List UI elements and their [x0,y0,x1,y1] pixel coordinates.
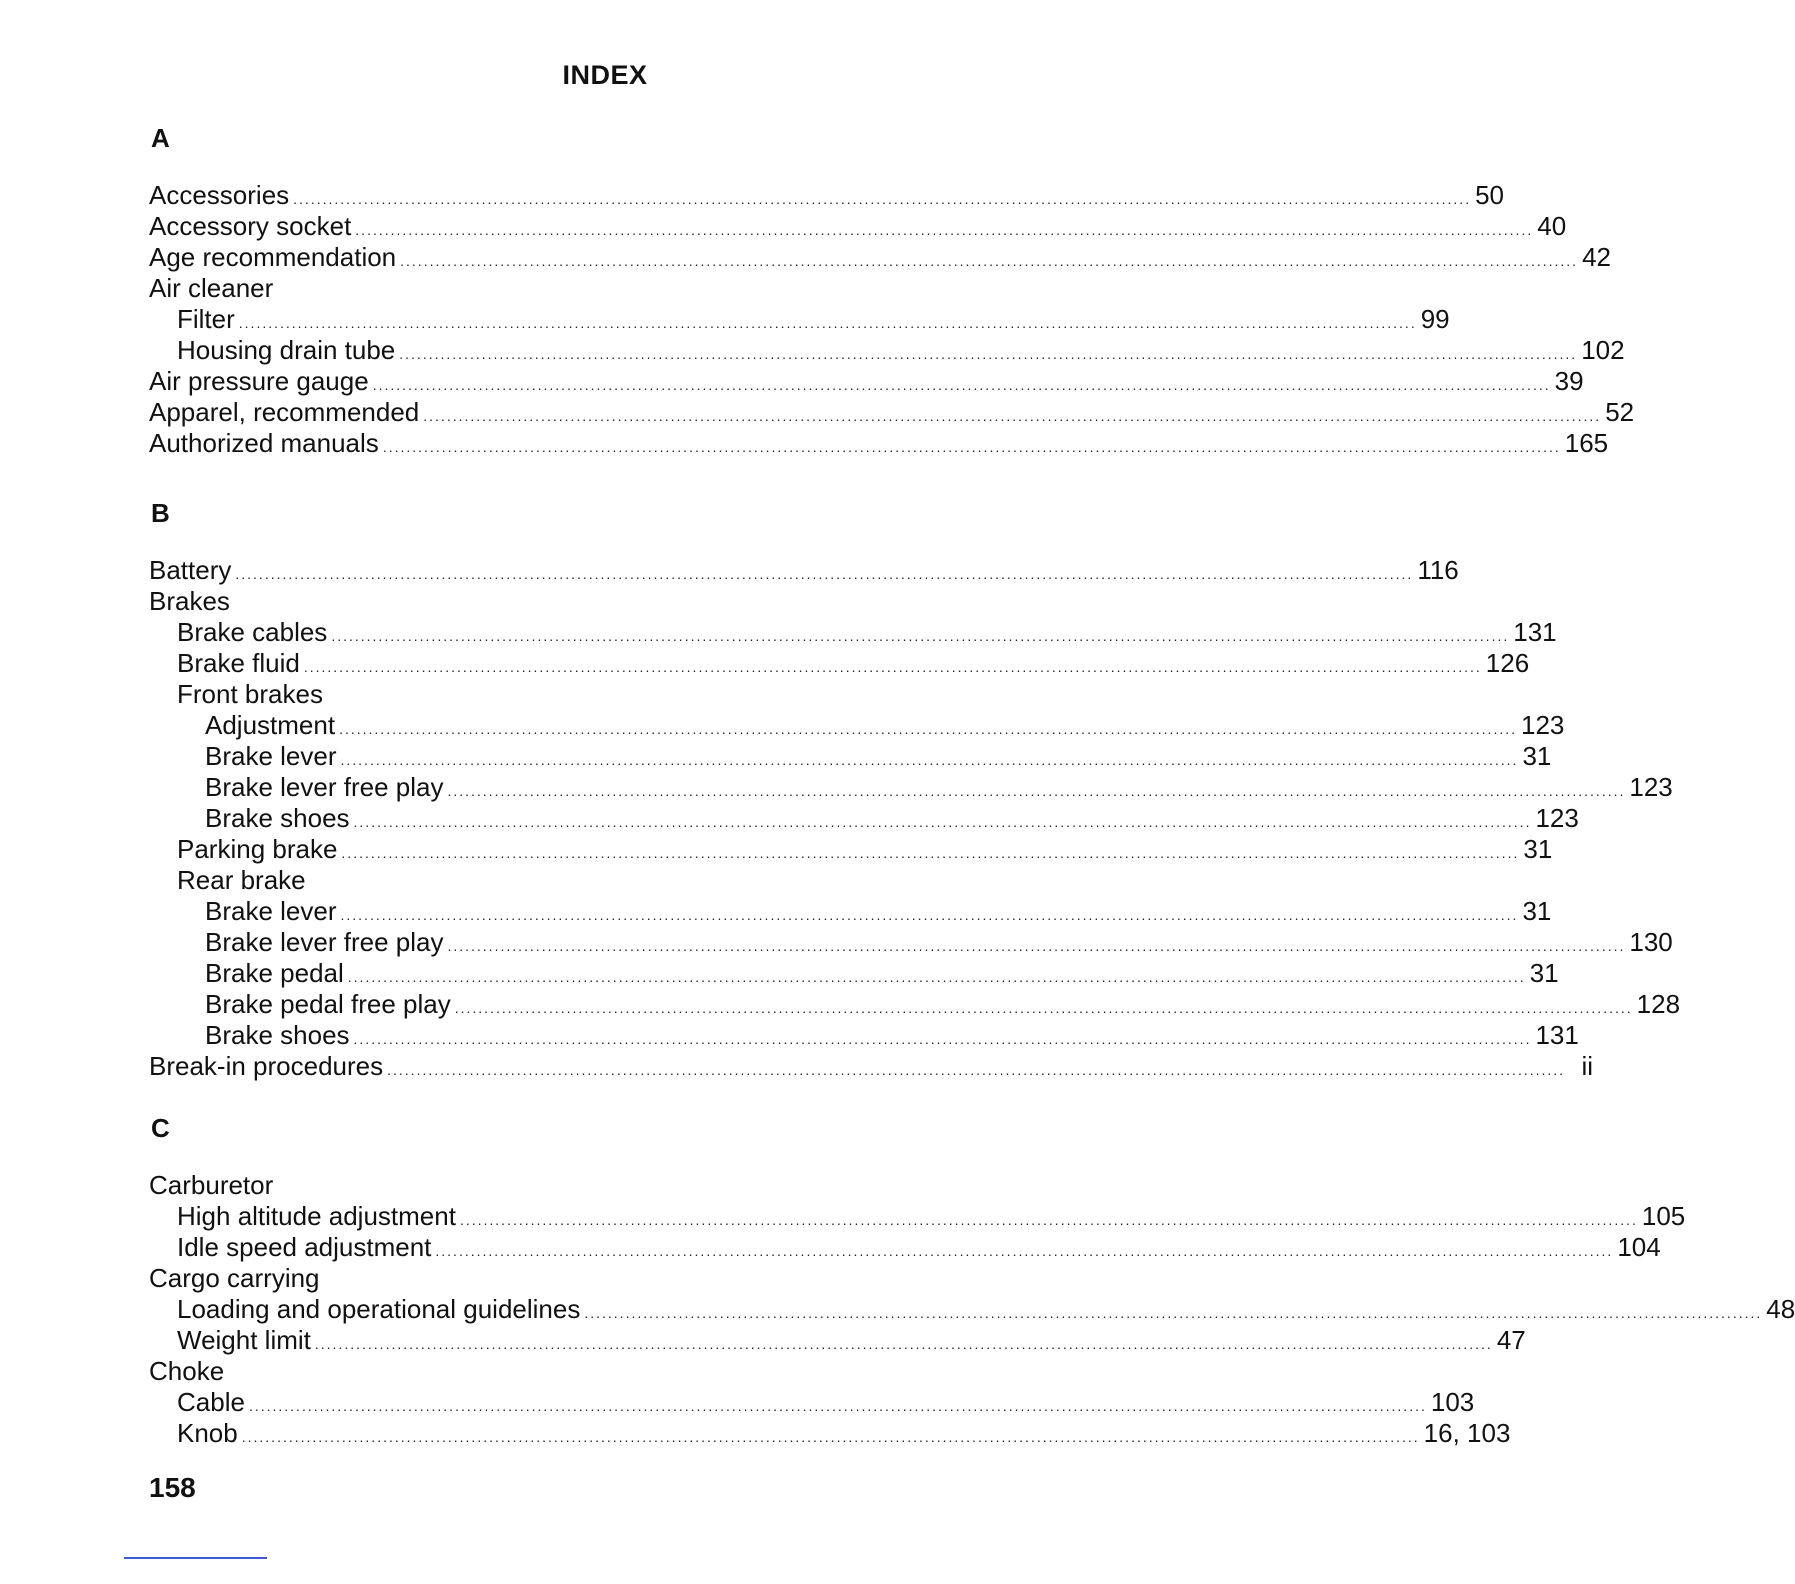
entry-page-ref: 31 [1523,834,1553,864]
entry-page-ref: ii [1581,1051,1594,1081]
dot-leader: ........................................................................................................................................................................................................ [353,814,1532,830]
entry-label: Cable [177,1387,245,1417]
index-section-a [149,118,1635,459]
index-entry [149,1020,1579,1051]
entry-page-ref: 123 [1629,772,1673,802]
entry-label: Brake lever [205,741,337,771]
entry-page-ref: 104 [1617,1232,1661,1262]
dot-leader: ........................................................................................................................................................................................................ [353,1031,1532,1047]
dot-leader: ........................................................................................................................................................................................................ [459,1212,1638,1228]
section-letter: A [151,123,170,153]
dot-leader: ........................................................................................................................................................................................................ [447,938,1626,954]
index-entry [149,772,1673,803]
entry-label: Cargo carrying [149,1263,320,1293]
entry-label: Rear brake [177,865,306,895]
entry-label: Accessory socket [149,211,352,241]
dot-leader: ........................................................................................................................................................................................................ [423,408,1602,424]
page-title: INDEX [562,60,648,90]
dot-leader: ........................................................................................................................................................................................................ [331,628,1510,644]
entry-label: Housing drain tube [177,335,396,365]
entry-page-ref: 47 [1496,1325,1526,1355]
section-letter: B [151,498,170,528]
entry-label: Loading and operational guidelines [177,1294,581,1324]
entry-page-ref: 31 [1522,741,1552,771]
entry-label: Age recommendation [149,242,397,272]
entry-page-ref: 52 [1605,397,1635,427]
dot-leader: ........................................................................................................................................................................................................ [435,1243,1614,1259]
entry-label: Break-in procedures [149,1051,384,1081]
dot-leader: ........................................................................................................................................................................................................ [372,377,1551,393]
entry-list [149,555,1681,1082]
index-entry [149,648,1530,679]
dot-leader: ........................................................................................................................................................................................................ [303,659,1482,675]
entry-label: Accessories [149,180,290,210]
dot-leader: ........................................................................................................................................................................................................ [584,1305,1763,1321]
index-entry [149,397,1635,428]
index-entry [149,366,1584,397]
index-entry [149,335,1625,366]
index-entry [149,741,1552,772]
entry-page-ref: 165 [1564,428,1609,458]
entry-label: Brake cables [177,617,328,647]
entry-page-ref: 131 [1513,617,1557,647]
index-entry [149,1325,1526,1356]
entry-label: Brakes [149,586,230,616]
dot-leader: ........................................................................................................................................................................................................ [241,1429,1420,1445]
footer-rule [124,1557,267,1559]
entry-page-ref: 131 [1535,1020,1579,1050]
dot-leader: ........................................................................................................................................................................................................ [454,1000,1633,1016]
index-section-c [149,1108,1795,1449]
entry-label: Air cleaner [149,273,274,303]
page-number: 158 [149,1472,196,1503]
entry-list [149,180,1635,459]
dot-leader: ........................................................................................................................................................................................................ [235,566,1414,582]
entry-page-ref: 128 [1636,989,1681,1019]
dot-leader: ........................................................................................................................................................................................................ [399,346,1578,362]
dot-leader: ........................................................................................................................................................................................................ [340,907,1519,923]
entry-label: Brake lever free play [205,772,444,802]
index-entry [149,896,1552,927]
dot-leader: ........................................................................................................................................................................................................ [447,783,1626,799]
entry-page-ref: 123 [1535,803,1579,833]
index-entry [149,1201,1686,1232]
entry-label: Brake lever free play [205,927,444,957]
index-entry [149,1387,1475,1418]
dot-leader: ........................................................................................................................................................................................................ [347,969,1526,985]
section-letter: C [151,1113,170,1143]
entry-label: Knob [177,1418,238,1448]
index-entry [149,1263,1059,1294]
index-entry [149,273,1059,304]
entry-page-ref: 99 [1420,304,1450,334]
entry-label: Filter [177,304,235,334]
dot-leader: ........................................................................................................................................................................................................ [400,253,1579,269]
entry-page-ref: 105 [1641,1201,1686,1231]
index-section-b [149,493,1681,1082]
index-entry [149,211,1567,242]
entry-label: Brake shoes [205,803,350,833]
entry-page-ref: 126 [1485,648,1530,678]
index-entry [149,958,1559,989]
entry-page-ref: 123 [1521,710,1565,740]
entry-page-ref: 31 [1522,896,1552,926]
entry-label: Brake lever [205,896,337,926]
entry-page-ref: 130 [1629,927,1673,957]
index-entry [149,1051,1594,1082]
index-entry [149,803,1579,834]
index-entry [149,834,1553,865]
dot-leader: ........................................................................................................................................................................................................ [238,315,1417,331]
entry-label: Brake fluid [177,648,300,678]
index-entry [149,1170,1059,1201]
index-entry [149,679,1059,710]
entry-label: Carburetor [149,1170,274,1200]
entry-page-ref: 102 [1581,335,1625,365]
entry-label: Choke [149,1356,225,1386]
index-entry [149,1294,1795,1325]
dot-leader: ........................................................................................................................................................................................................ [382,439,1561,455]
index-entry [149,180,1505,211]
index-entry [149,304,1450,335]
dot-leader: ........................................................................................................................................................................................................ [387,1062,1566,1078]
dot-leader: ........................................................................................................................................................................................................ [314,1336,1493,1352]
entry-page-ref: 39 [1554,366,1584,396]
index-entry [149,927,1673,958]
dot-leader: ........................................................................................................................................................................................................ [248,1398,1427,1414]
entry-list [149,1170,1795,1449]
index-entry [149,989,1681,1020]
index-entry [149,242,1611,273]
entry-page-ref: 42 [1582,242,1611,272]
index-entry [149,428,1609,459]
index-entry [149,710,1565,741]
dot-leader: ........................................................................................................................................................................................................ [339,721,1518,737]
index-entry [149,586,1059,617]
entry-label: Idle speed adjustment [177,1232,432,1262]
entry-page-ref: 50 [1475,180,1505,210]
entry-label: Adjustment [205,710,336,740]
entry-label: Air pressure gauge [149,366,369,396]
entry-label: High altitude adjustment [177,1201,456,1231]
dot-leader: ........................................................................................................................................................................................................ [293,191,1472,207]
index-entry [149,617,1557,648]
entry-label: Weight limit [177,1325,311,1355]
index-entry [149,865,1059,896]
entry-label: Brake shoes [205,1020,350,1050]
dot-leader: ........................................................................................................................................................................................................ [355,222,1534,238]
entry-label: Brake pedal [205,958,344,988]
index-entry [149,1232,1661,1263]
dot-leader: ........................................................................................................................................................................................................ [341,845,1520,861]
entry-page-ref: 116 [1417,555,1459,585]
index-entry [149,555,1459,586]
entry-label: Apparel, recommended [149,397,420,427]
entry-page-ref: 103 [1430,1387,1475,1417]
index-entry [149,1356,1059,1387]
index-entry [149,1418,1511,1449]
entry-label: Brake pedal free play [205,989,451,1019]
entry-page-ref: 31 [1529,958,1559,988]
entry-page-ref: 48 [1766,1294,1795,1324]
entry-page-ref: 40 [1537,211,1567,241]
entry-label: Authorized manuals [149,428,379,458]
entry-page-ref: 16, 103 [1423,1418,1511,1448]
entry-label: Parking brake [177,834,338,864]
entry-label: Front brakes [177,679,323,709]
entry-label: Battery [149,555,232,585]
dot-leader: ........................................................................................................................................................................................................ [340,752,1519,768]
